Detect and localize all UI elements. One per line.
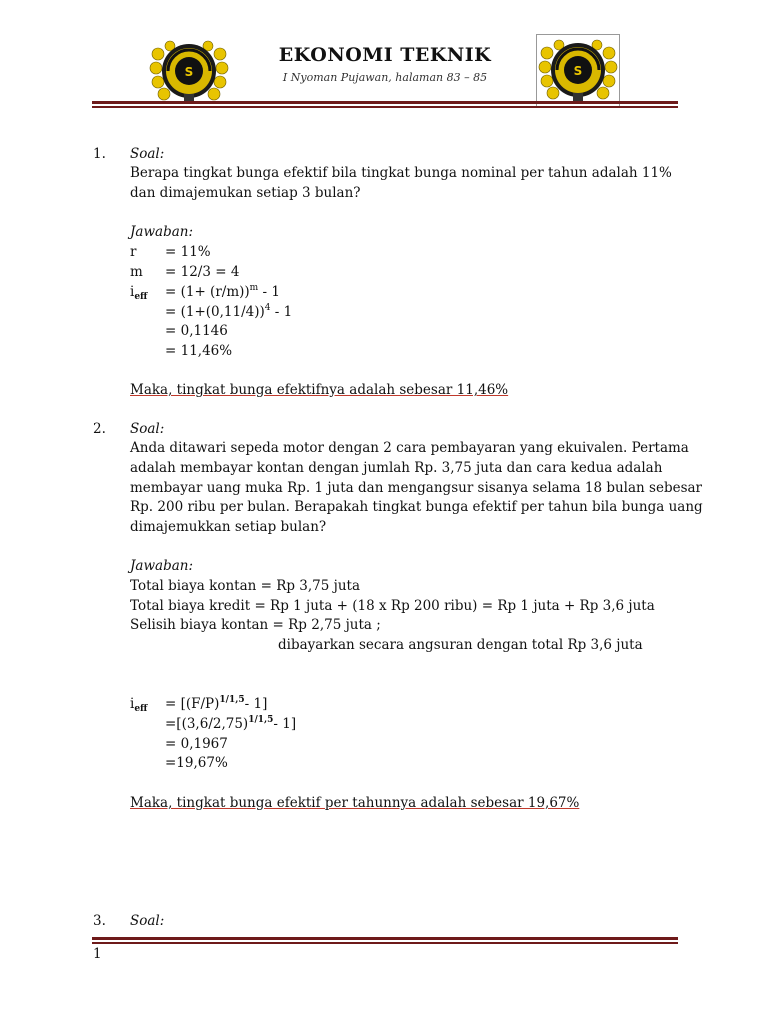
question-2-text-line: adalah membayar kontan dengan jumlah Rp. 3,75 juta dan cara kedua adalah <box>130 460 663 476</box>
formula-step-3: = 0,1146 <box>165 323 228 339</box>
formula2-step-4: =19,67% <box>165 755 228 771</box>
formula2-step-1: = [$(F/P)^{1/1,5}-$ 1] <box>165 695 268 712</box>
ieff-label-2: $i_{eff}$ <box>130 696 148 714</box>
question-3-number: 3. <box>93 913 106 929</box>
faculty-logo-left <box>148 36 230 108</box>
question-1-jawaban-label: Jawaban: <box>130 224 193 240</box>
question-2-text-line: Rp. 200 ribu per bulan. Berapakah tingkat bunga efektif per tahun bila bunga uang <box>130 499 703 515</box>
variable-m-value: = 12/3 = 4 <box>165 264 240 280</box>
document-title: EKONOMI TEKNIK <box>278 44 492 66</box>
question-2-number: 2. <box>93 421 106 437</box>
svg-text:S: S <box>184 65 194 79</box>
question-1-soal-label: Soal: <box>130 146 165 162</box>
question-2-text-line: Anda ditawari sepeda motor dengan 2 cara pembayaran yang ekuivalen. Pertama <box>130 440 689 456</box>
question-3-soal-label: Soal: <box>130 913 165 929</box>
variable-r-label: r <box>130 244 137 260</box>
question-2-jawaban-label: Jawaban: <box>130 558 193 574</box>
faculty-logo-right <box>536 34 620 108</box>
formula-step-1: = $(1+ (r/m))^m - 1$ <box>165 283 280 300</box>
question-1-number: 1. <box>93 146 106 162</box>
page-number: 1 <box>93 946 102 962</box>
question-2-conclusion: Maka, tingkat bunga efektif per tahunnya adalah sebesar 19,67% <box>130 795 580 811</box>
svg-text:S: S <box>573 64 583 78</box>
answer-line-cash: Total biaya kontan = Rp 3,75 juta <box>130 578 361 594</box>
question-2-soal-label: Soal: <box>130 421 165 437</box>
footer-rule <box>92 937 678 944</box>
formula2-step-3: = 0,1967 <box>165 736 228 752</box>
formula-step-2: = $(1+(0,11/4))^4 - 1$ <box>165 303 293 320</box>
document-subtitle: I Nyoman Pujawan, halaman 83 – 85 <box>282 71 488 84</box>
ieff-label: $i_{eff}$ <box>130 284 148 302</box>
variable-r-value: = 11% <box>165 244 211 260</box>
variable-m-label: m <box>130 264 143 280</box>
header-rule <box>92 101 678 108</box>
formula2-step-2: $=[(3,6/2,75)^{1/1,5}-$ 1] <box>165 715 297 732</box>
answer-line-installment: dibayarkan secara angsuran dengan total Rp 3,6 juta <box>278 637 643 653</box>
question-2-text-line: membayar uang muka Rp. 1 juta dan mengangsur sisanya selama 18 bulan sebesar <box>130 480 703 496</box>
question-2-text-line: dimajemukkan setiap bulan? <box>130 519 327 535</box>
question-1-conclusion: Maka, tingkat bunga efektifnya adalah sebesar 11,46% <box>130 382 509 398</box>
question-1-text-line: dan dimajemukan setiap 3 bulan? <box>130 185 361 201</box>
answer-line-difference: Selisih biaya kontan = Rp 2,75 juta ; <box>130 617 381 633</box>
answer-line-credit: Total biaya kredit = Rp 1 juta + (18 x Rp 200 ribu) = Rp 1 juta + Rp 3,6 juta <box>130 598 655 614</box>
formula-step-4: = 11,46% <box>165 343 233 359</box>
question-1-text-line: Berapa tingkat bunga efektif bila tingkat bunga nominal per tahun adalah 11% <box>130 165 672 181</box>
